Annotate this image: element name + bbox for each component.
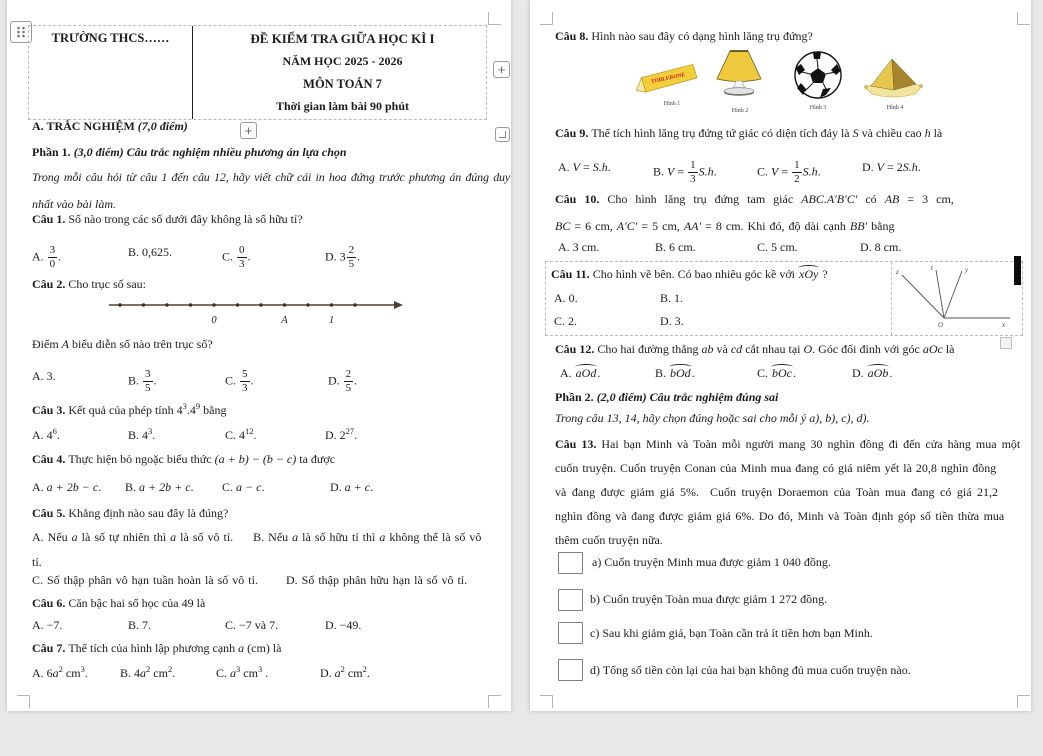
question-5-option-b-wrap: tỉ. — [32, 555, 42, 569]
subject-line: MÔN TOÁN 7 — [303, 77, 382, 91]
option-a: A. 3. — [32, 369, 56, 383]
question-2-text: Câu 2. Cho trục số sau: — [32, 277, 147, 291]
option-d: D. aOb. — [852, 366, 893, 380]
question-13-line5: thêm cuốn truyện nữa. — [555, 533, 663, 547]
option-d: D. $2^{27}$. — [325, 426, 358, 442]
option-d: D. $\frac{2}{5}$ . — [328, 368, 358, 394]
question-5-options-cd: C. Số thập phân vô hạn tuần hoàn là số vô tỉ. D. Số thập phân hữu hạn là số vô tỉ. — [32, 573, 468, 587]
truefalse-checkbox-b[interactable] — [558, 589, 583, 611]
option-b: B. 6 cm. — [655, 240, 696, 254]
question-4-options — [32, 480, 374, 498]
question-11-options-row1 — [554, 291, 684, 309]
option-a: A. 3 cm. — [558, 240, 600, 254]
option-d: D. −49. — [325, 618, 362, 632]
pyramid-figure — [863, 56, 927, 100]
question-3-options — [32, 426, 358, 446]
option-c: C. 2. — [554, 314, 578, 328]
option-a: A. a + 2b − c. — [32, 480, 102, 494]
option-d: D. a + c. — [330, 480, 374, 494]
document-page-2 — [530, 0, 1031, 711]
option-a: A. $4^6$. — [32, 426, 60, 442]
question-13-line3: và đang được giảm giá 5%. Cuốn truyện Doraemon của Toàn mua đang có giá 21,2 — [555, 485, 999, 499]
figure-4-caption: Hình 4 — [886, 105, 904, 111]
ray-label-y: y — [965, 266, 969, 274]
option-b: B. $4^3$. — [128, 426, 156, 442]
option-c: C. 5 cm. — [757, 240, 798, 254]
option-c: C. $4^{12}$. — [225, 426, 257, 442]
question-1-text: Câu 1. Số nào trong các số dưới đây không là số hữu tỉ? — [32, 212, 303, 226]
option-b: B. 0,625. — [128, 245, 173, 259]
question-3-text: Câu 3. Kết quả của phép tính $4^3.4^9$ bằng — [32, 401, 227, 417]
option-a: A. V = S.h. — [558, 160, 611, 174]
toblerone-bar-figure — [635, 57, 707, 99]
margin-corner-mark — [488, 695, 501, 708]
question-1-options — [32, 244, 361, 270]
exam-header-table — [28, 25, 487, 120]
option-c: C. −7 và 7. — [225, 618, 279, 632]
text-cursor-marker — [1014, 256, 1021, 285]
option-b: B. 7. — [128, 618, 152, 632]
question-11-text: Câu 11. Cho hình vẽ bên. Có bao nhiêu góc kề với xOy ? — [551, 267, 828, 281]
option-c: C. a − c. — [222, 480, 265, 494]
option-b: B. $4a^2$ $cm^2$. — [120, 664, 176, 680]
question-10-options — [558, 240, 902, 258]
figure-3-caption: Hình 3 — [809, 105, 827, 111]
section-a-heading: A. TRẮC NGHIỆM (7,0 điểm) — [32, 119, 188, 133]
question-9-text: Câu 9. Thể tích hình lăng trụ đứng tứ giác có diện tích đáy là S và chiều cao h là — [555, 126, 943, 140]
margin-corner-mark — [540, 12, 553, 25]
statement-d: d) Tổng số tiền còn lại của hai bạn không đủ mua cuốn truyện nào. — [590, 663, 911, 677]
question-2-options — [32, 368, 358, 394]
option-d: D. 8 cm. — [860, 240, 902, 254]
part2-heading: Phần 2. (2,0 điểm) Câu trắc nghiệm đúng sai — [555, 390, 779, 404]
option-d: D. $a^2$ $cm^2$. — [320, 664, 370, 680]
question-13-line1: Câu 13. Hai bạn Minh và Toàn mỗi người mang 30 nghìn đồng đi đến cửa hàng mua một — [555, 437, 1021, 451]
question-2-prompt: Điểm A biểu diễn số nào trên trục số? — [32, 337, 213, 351]
part1-instructions-line2: nhất vào bài làm. — [32, 197, 116, 211]
question-11-table-divider — [891, 262, 892, 335]
ray-label-z: z — [896, 268, 899, 276]
insert-column-plus-button[interactable]: + — [493, 61, 510, 78]
option-a: A. $6a^2$ $cm^3$. — [32, 664, 88, 680]
option-c: C. bOc. — [757, 366, 797, 380]
soccer-ball-figure — [793, 50, 845, 102]
question-7-options — [32, 664, 370, 684]
question-4-text: Câu 4. Thực hiện bỏ ngoặc biểu thức (a + b) − (b − c) ta được — [32, 452, 336, 466]
option-b: B. V = $\frac{1}{3}$ S.h. — [653, 159, 717, 185]
truefalse-checkbox-c[interactable] — [558, 622, 583, 644]
margin-corner-mark — [1017, 12, 1030, 25]
question-11-options-row2 — [554, 314, 684, 332]
drag-dots-icon — [15, 25, 27, 39]
question-6-text: Câu 6. Căn bậc hai số học của 49 là — [32, 596, 206, 610]
document-page-1 — [7, 0, 511, 711]
margin-corner-mark — [488, 12, 501, 25]
ray-label-x: x — [1002, 321, 1006, 329]
question-11-table — [545, 261, 1023, 336]
numberline-figure — [105, 296, 405, 326]
lampshade-figure — [713, 48, 767, 98]
option-a: A. $\frac{3}{0}$ . — [32, 244, 62, 270]
numberline-label-A: A — [281, 315, 288, 326]
option-c: C. $a^3$ $cm^3$ . — [216, 664, 269, 680]
header-table-divider — [192, 26, 193, 119]
question-9-options — [558, 159, 921, 185]
angle-rays-figure — [894, 264, 1018, 333]
question-12-options — [560, 366, 893, 384]
margin-corner-mark — [17, 695, 30, 708]
option-c: C. $\frac{5}{3}$ . — [225, 368, 254, 394]
option-a: A. aOd. — [560, 366, 601, 380]
option-b: B. bOd. — [655, 366, 695, 380]
figure-2-caption: Hình 2 — [731, 108, 749, 114]
option-c: C. $\frac{0}{3}$ . — [222, 244, 251, 270]
statement-c: c) Sau khi giảm giá, bạn Toàn cần trả ít tiền hơn bạn Minh. — [590, 626, 873, 640]
truefalse-checkbox-a[interactable] — [558, 552, 583, 574]
option-d: D. V = 2S.h. — [862, 160, 921, 174]
question-8-text: Câu 8. Hình nào sau đây có dạng hình lăng trụ đứng? — [555, 29, 813, 43]
question-13-line4: nghìn đồng và đang được giảm giá 6%. Do đó, Minh và Toàn định góp số tiền thừa mua — [555, 509, 1005, 523]
margin-corner-mark — [540, 695, 553, 708]
table-resize-handle[interactable] — [495, 127, 510, 142]
margin-corner-mark — [1017, 695, 1030, 708]
option-d: D. 3. — [660, 314, 684, 328]
option-c: C. V = $\frac{1}{2}$ S.h. — [757, 159, 821, 185]
part2-instructions: Trong câu 13, 14, hãy chọn đúng hoặc sai cho mỗi ý a), b), c), d). — [555, 411, 870, 425]
option-b: B. $\frac{3}{5}$ . — [128, 368, 157, 394]
vertex-label-O: O — [938, 321, 944, 329]
statement-a: a) Cuốn truyện Minh mua được giảm 1 040 đồng. — [592, 555, 831, 569]
option-d: D. 3 $\frac{2}{5}$ . — [325, 244, 361, 270]
statement-b: b) Cuốn truyện Toàn mua được giảm 1 272 đồng. — [590, 592, 828, 606]
question-5-options-ab: A. Nếu a là số tự nhiên thì a là số vô tỉ. B. Nếu a là số hữu tỉ thì a không thể là số vô — [32, 530, 482, 544]
question-7-text: Câu 7. Thể tích của hình lập phương cạnh a (cm) là — [32, 641, 282, 655]
insert-row-plus-button[interactable]: + — [240, 122, 257, 139]
question-5-text: Câu 5. Khẳng định nào sau đây là đúng? — [32, 506, 229, 520]
numberline-label-0: 0 — [211, 315, 217, 326]
question-13-line2: cuốn truyện. Cuốn truyện Conan của Minh mua đang có giá niêm yết là 20,8 nghìn đồng — [555, 461, 997, 475]
question-12-text: Câu 12. Cho hai đường thẳng ab và cd cắt nhau tại O. Góc đối đỉnh với góc aOc là — [555, 342, 955, 356]
resize-corner-glyph — [499, 131, 506, 138]
part1-instructions-line1: Trong mỗi câu hỏi từ câu 1 đến câu 12, hãy viết chữ cái in hoa đứng trước phương án đúng duy — [32, 170, 511, 184]
school-name: TRƯỜNG THCS…… — [51, 31, 170, 45]
svg-text:TOBLERONE: TOBLERONE — [650, 71, 686, 86]
figure-1-caption: Hình 1 — [663, 101, 681, 107]
numberline-label-1: 1 — [328, 315, 335, 326]
question-10-text-line1: Câu 10. Cho hình lăng trụ đứng tam giác ABC.A′B′C′ có AB = 3 cm, — [555, 192, 954, 206]
option-b: B. 1. — [660, 291, 684, 305]
question-6-options — [32, 618, 362, 636]
exam-title: ĐỀ KIỂM TRA GIỮA HỌC KÌ I — [250, 31, 435, 46]
part1-heading: Phần 1. (3,0 điểm) Câu trắc nghiệm nhiều phương án lựa chọn — [32, 145, 347, 159]
table-resize-handle[interactable] — [1000, 337, 1012, 349]
truefalse-checkbox-d[interactable] — [558, 659, 583, 681]
ray-label-t: t — [931, 264, 933, 272]
option-a: A. −7. — [32, 618, 63, 632]
duration-line: Thời gian làm bài 90 phút — [275, 99, 410, 113]
option-b: B. a + 2b + c. — [125, 480, 194, 494]
option-a: A. 0. — [554, 291, 578, 305]
question-10-text-line2: BC = 6 cm, A′C′ = 5 cm, AA′ = 8 cm. Khi đó, độ dài cạnh BB′ bằng — [555, 219, 895, 233]
school-year: NĂM HỌC 2025 - 2026 — [282, 54, 403, 68]
